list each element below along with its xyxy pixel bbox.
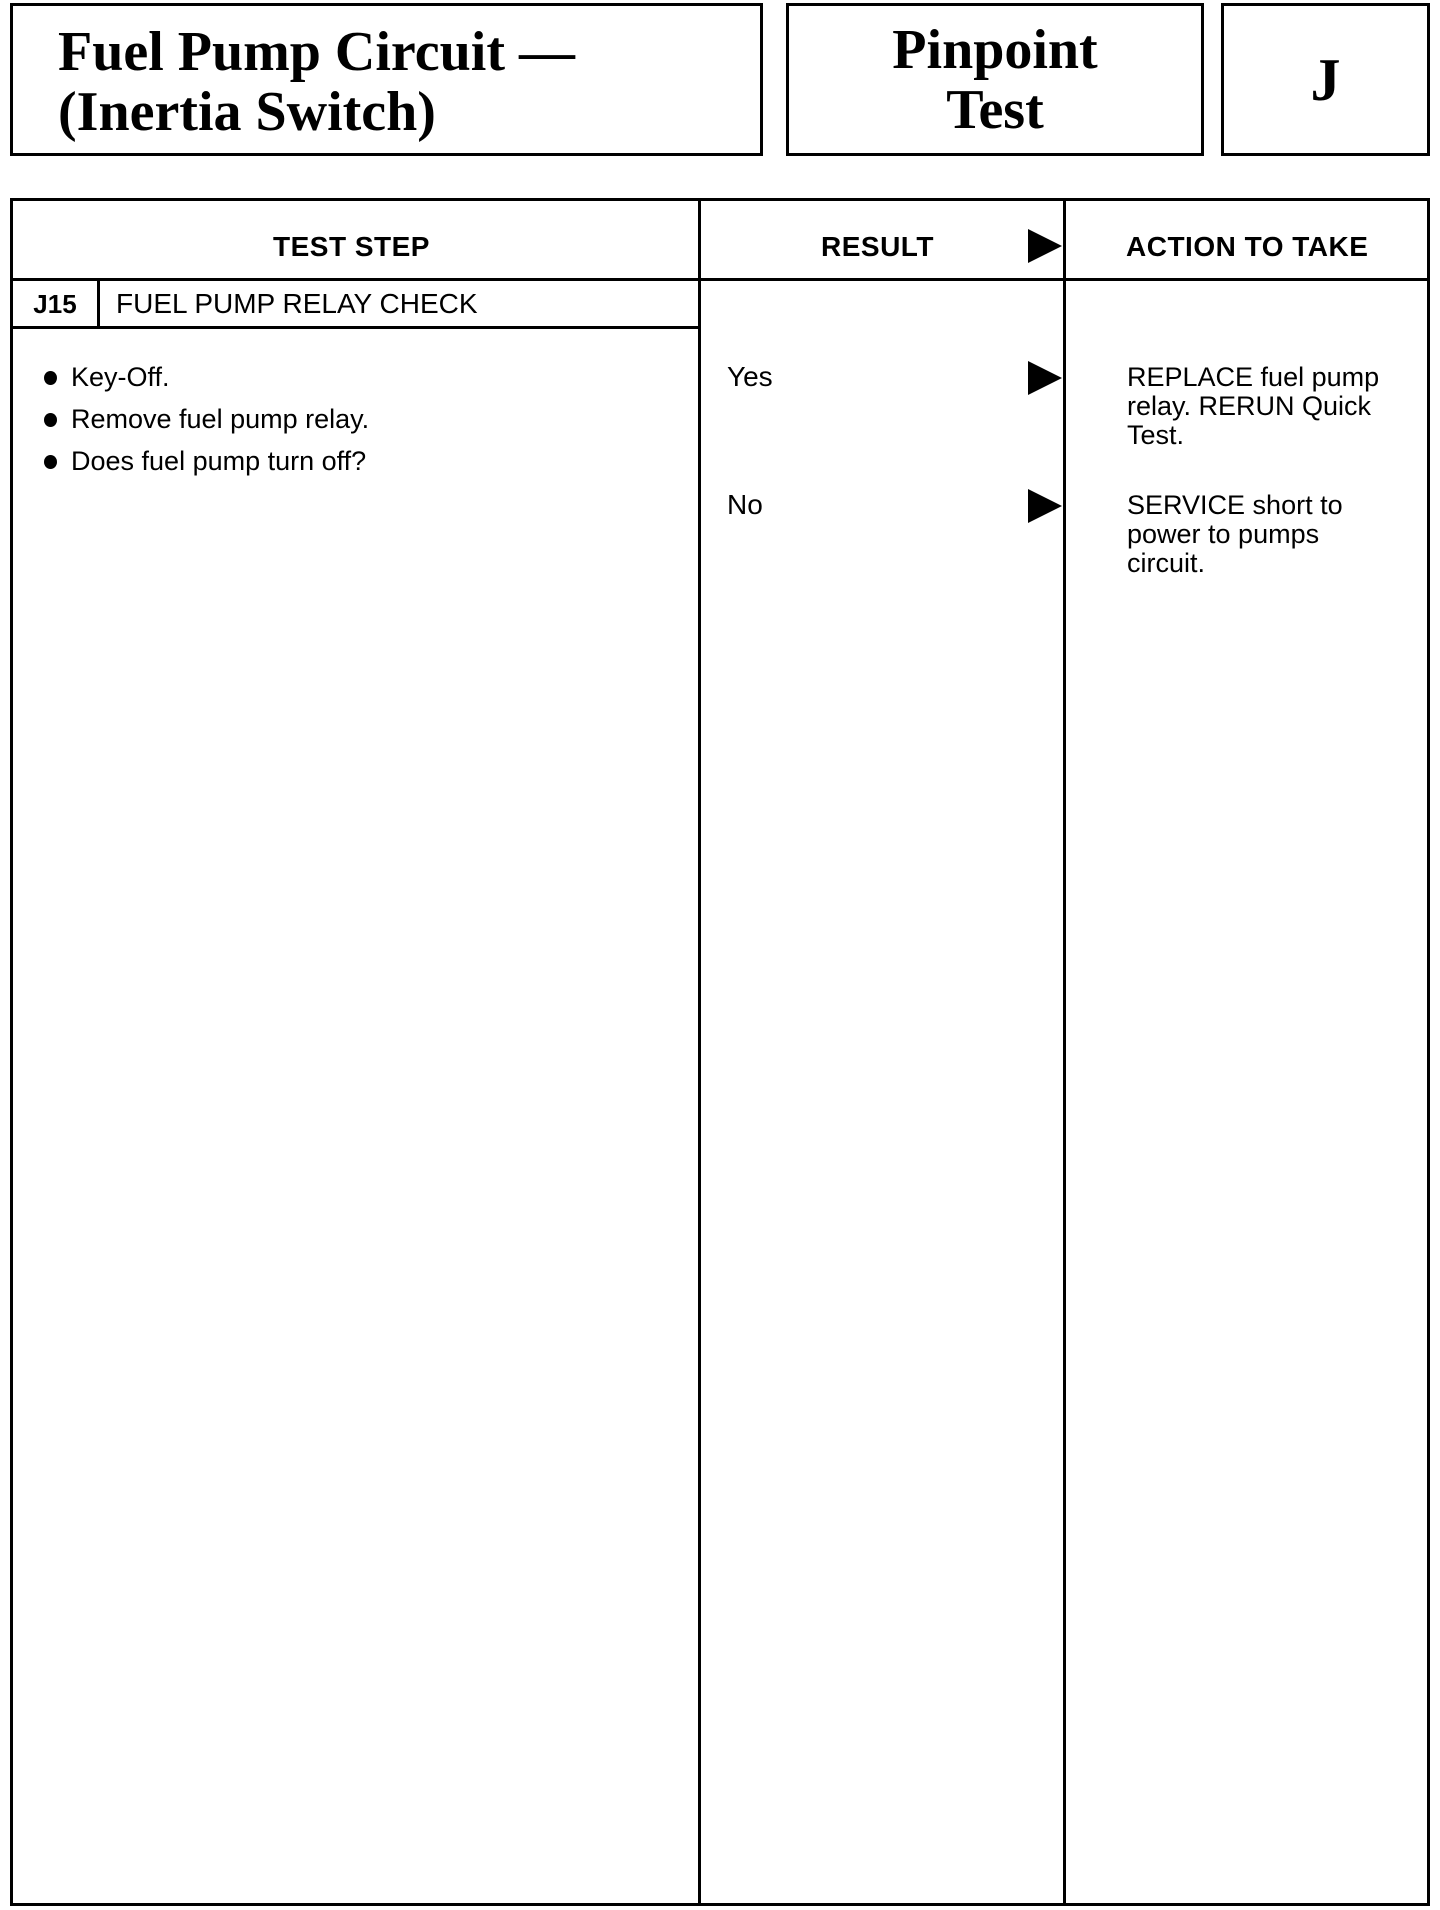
column-header-test-step: TEST STEP (273, 231, 430, 262)
pinpoint-test-box (786, 3, 1204, 156)
document-title-line-2: (Inertia Switch) (58, 81, 436, 143)
list-item (41, 361, 369, 393)
action-no (1127, 491, 1417, 578)
action-line: circuit. (1127, 548, 1206, 578)
pinpoint-label: Pinpoint (892, 18, 1098, 81)
action-line: power to pumps (1127, 519, 1320, 549)
list-item (41, 403, 369, 435)
test-letter-box (1221, 3, 1430, 156)
column-header-action: ACTION TO TAKE (1126, 231, 1369, 262)
column-divider-step-result (698, 201, 701, 1903)
result-arrow-icon (1028, 489, 1062, 523)
step-title: FUEL PUMP RELAY CHECK (116, 288, 478, 319)
instruction-text: Key-Off. (71, 362, 170, 392)
test-table (10, 198, 1430, 1906)
bullet-icon (44, 371, 57, 385)
bullet-icon (44, 455, 57, 469)
step-title-rule (13, 326, 698, 329)
action-line: REPLACE fuel pump (1127, 362, 1380, 392)
title-box (10, 3, 763, 156)
test-label: Test (946, 78, 1044, 141)
test-letter: J (1310, 46, 1341, 113)
step-instructions (41, 361, 369, 487)
instruction-text: Remove fuel pump relay. (71, 404, 370, 434)
action-line: relay. RERUN Quick (1127, 391, 1372, 421)
instruction-text: Does fuel pump turn off? (71, 446, 367, 476)
result-no: No (727, 489, 763, 520)
bullet-icon (44, 413, 57, 427)
action-line: SERVICE short to (1127, 490, 1343, 520)
result-yes: Yes (727, 361, 773, 392)
column-header-result: RESULT (821, 231, 934, 262)
result-arrow-icon (1028, 361, 1062, 395)
list-item (41, 445, 369, 477)
action-line: Test. (1127, 420, 1185, 450)
column-divider-result-action (1063, 201, 1066, 1903)
action-yes (1127, 363, 1417, 450)
document-title-line-1: Fuel Pump Circuit — (58, 21, 575, 83)
result-arrow-icon (1028, 229, 1062, 263)
step-id: J15 (13, 281, 100, 327)
